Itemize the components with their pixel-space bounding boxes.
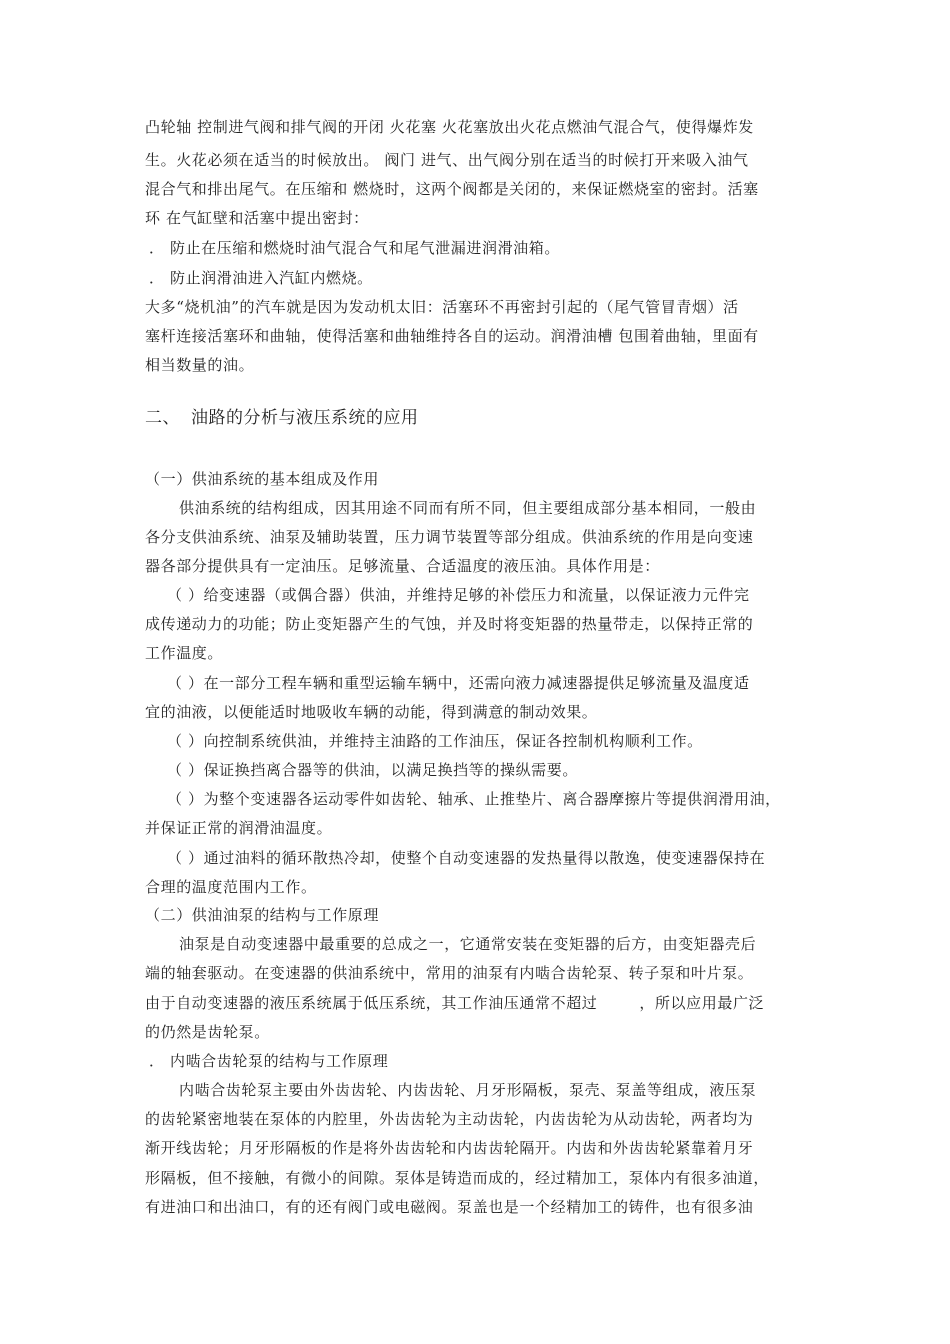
section-title: 油路的分析与液压系统的应用: [191, 408, 419, 428]
text-line: （ ）在一部分工程车辆和重型运输车辆中，还需向液力减速器提供足够流量及温度适: [167, 674, 750, 692]
text-line: 凸轮轴 控制进气阀和排气阀的开闭 火花塞 火花塞放出火花点燃油气混合气，使得爆炸发: [145, 118, 754, 136]
text-line: 合理的温度范围内工作。: [145, 878, 317, 896]
text-line: 油泵是自动变速器中最重要的总成之一，它通常安装在变矩器的后方，由变矩器壳后: [179, 935, 757, 953]
text-line: 形隔板，但不接触，有微小的间隙。泵体是铸造而成的，经过精加工，泵体内有很多油道，: [145, 1169, 770, 1187]
text-line: ． 内啮合齿轮泵的结构与工作原理: [149, 1052, 389, 1070]
text-line: ． 防止在压缩和燃烧时油气混合气和尾气泄漏进润滑油箱。: [149, 239, 560, 257]
text-line: 塞杆连接活塞环和曲轴，使得活塞和曲轴维持各自的运动。润滑油槽 包围着曲轴，里面有: [145, 327, 759, 345]
text-line: 内啮合齿轮泵主要由外齿齿轮、内齿齿轮、月牙形隔板，泵壳、泵盖等组成，液压泵: [179, 1081, 757, 1099]
text-line: （ ）为整个变速器各运动零件如齿轮、轴承、止推垫片、离合器摩擦片等提供润滑用油，: [167, 790, 781, 808]
text-line: 有进油口和出油口，有的还有阀门或电磁阀。泵盖也是一个经精加工的铸件，也有很多油: [145, 1198, 754, 1216]
text-line: 混合气和排出尾气。在压缩和 燃烧时，这两个阀都是关闭的，来保证燃烧室的密封。活塞: [145, 180, 759, 198]
text-line: 宜的油液，以便能适时地吸收车辆的动能，得到满意的制动效果。: [145, 703, 598, 721]
subsection-title: （二）供油油泵的结构与工作原理: [145, 906, 380, 924]
text-line: 各分支供油系统、油泵及辅助装置，压力调节装置等部分组成。供油系统的作用是向变速: [145, 528, 754, 546]
text-line: 大多“烧机油”的汽车就是因为发动机太旧：活塞环不再密封引起的（尾气管冒青烟）活: [145, 298, 739, 316]
text-line: 供油系统的结构组成，因其用途不同而有所不同，但主要组成部分基本相同，一般由: [179, 499, 757, 517]
text-line: （ ）向控制系统供油，并维持主油路的工作油压，保证各控制机构顺利工作。: [167, 732, 703, 750]
text-line: 成传递动力的功能；防止变矩器产生的气蚀，并及时将变矩器的热量带走，以保持正常的: [145, 615, 754, 633]
section-heading: [145, 407, 419, 429]
text-line: 器各部分提供具有一定油压。足够流量、合适温度的液压油。具体作用是：: [145, 557, 660, 575]
text-line: （ ）通过油料的循环散热冷却，使整个自动变速器的发热量得以散逸，使变速器保持在: [167, 849, 766, 867]
subsection-title: （一）供油系统的基本组成及作用: [145, 470, 380, 488]
text-line: 生。火花必须在适当的时候放出。 阀门 进气、出气阀分别在适当的时候打开来吸入油气: [145, 151, 749, 169]
text-line: 工作温度。: [145, 644, 224, 662]
text-line: 的齿轮紧密地装在泵体的内腔里，外齿齿轮为主动齿轮，内齿齿轮为从动齿轮，两者均为: [145, 1110, 754, 1128]
text-line: （ ）保证换挡离合器等的供油，以满足换挡等的操纵需要。: [167, 761, 578, 779]
text-line: ． 防止润滑油进入汽缸内燃烧。: [149, 269, 373, 287]
text-line: 端的轴套驱动。在变速器的供油系统中，常用的油泵有内啮合齿轮泵、转子泵和叶片泵。: [145, 964, 754, 982]
text-line: 由于自动变速器的液压系统属于低压系统，其工作油压通常不超过 ，所以应用最广泛: [145, 994, 765, 1012]
text-line: （ ）给变速器（或偶合器）供油，并维持足够的补偿压力和流量，以保证液力元件完: [167, 586, 750, 604]
text-line: 渐开线齿轮；月牙形隔板的作是将外齿齿轮和内齿齿轮隔开。内齿和外齿齿轮紧靠着月牙: [145, 1139, 754, 1157]
text-line: 相当数量的油。: [145, 356, 255, 374]
text-line: 并保证正常的润滑油温度。: [145, 819, 333, 837]
section-number: 二、: [145, 408, 180, 428]
text-line: 的仍然是齿轮泵。: [145, 1023, 270, 1041]
text-line: 环 在气缸壁和活塞中提出密封：: [145, 209, 369, 227]
